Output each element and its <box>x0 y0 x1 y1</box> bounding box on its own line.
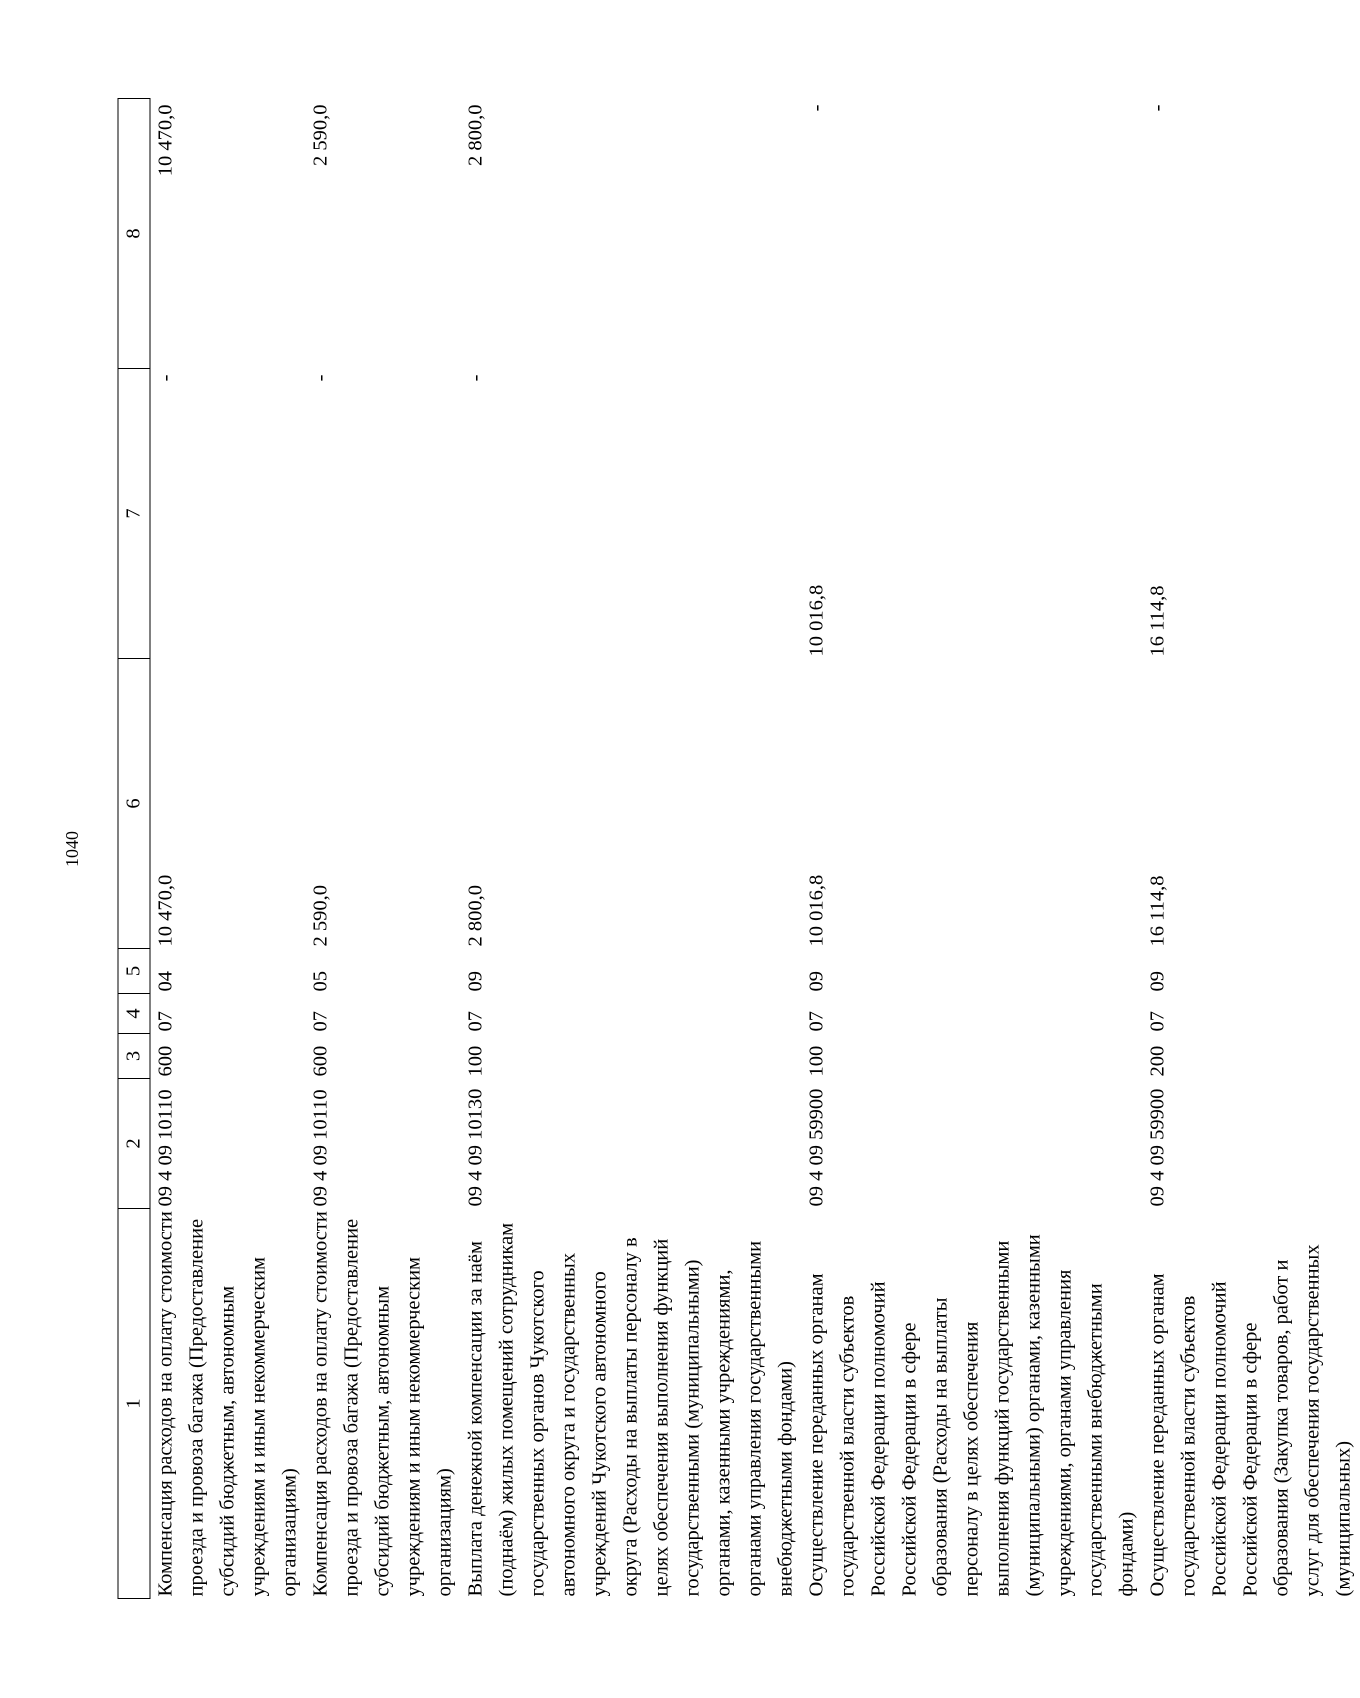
row-col7: - <box>154 374 177 382</box>
row-col8: 10 470,0 <box>154 104 177 177</box>
row-col7: 16 114,8 <box>1146 585 1169 657</box>
row-description: Осуществление переданных органам государственной власти субъектов Российской Федерации полномочий Российской Федерации в сфере образования (Расходы на выплаты персоналу в целях обеспечения выполнения функций государственными (муниципальными) органами, казенными учреждениями, органами управления государственными внебюджетными фондами) <box>805 1234 1138 1597</box>
row-col4: 07 <box>464 1011 487 1032</box>
page-number: 1040 <box>62 831 82 867</box>
row-col5: 05 <box>309 971 332 992</box>
table-row <box>802 99 1143 1599</box>
column-header: 5 <box>118 949 150 994</box>
header-row <box>118 99 150 1599</box>
row-col4: 07 <box>1146 1011 1169 1032</box>
row-code: 09 4 09 59900 <box>1146 1088 1169 1207</box>
row-col6: 10 470,0 <box>154 874 177 947</box>
rotated-page <box>118 99 1355 1599</box>
column-header: 7 <box>118 369 150 659</box>
column-header: 8 <box>118 99 150 369</box>
row-col6: 10 016,8 <box>805 874 828 947</box>
row-code: 09 4 09 59900 <box>805 1088 828 1207</box>
row-col3: 200 <box>1146 1045 1169 1077</box>
row-col6: 16 114,8 <box>1146 875 1169 947</box>
table-row <box>1143 99 1360 1599</box>
column-header: 6 <box>118 659 150 949</box>
row-col8: - <box>805 104 828 112</box>
row-col6: 2 590,0 <box>309 885 332 947</box>
row-col4: 07 <box>805 1011 828 1032</box>
row-col5: 09 <box>805 971 828 992</box>
row-col6: 2 800,0 <box>464 885 487 947</box>
row-col4: 07 <box>154 1011 177 1032</box>
column-header: 1 <box>118 1209 150 1599</box>
column-header: 2 <box>118 1079 150 1209</box>
column-header: 3 <box>118 1034 150 1079</box>
row-description: Компенсация расходов на оплату стоимости проезда и провоза багажа (Предоставление субсидий бюджетным, автономным учреждениям и иным некоммерческим организациям) <box>154 1211 301 1597</box>
row-code: 09 4 09 10110 <box>309 1089 332 1207</box>
row-col8: - <box>1146 104 1169 112</box>
row-col8: 2 590,0 <box>309 104 332 166</box>
row-col3: 100 <box>464 1045 487 1077</box>
row-description: Выплата денежной компенсации за наём (поднаём) жилых помещений сотрудникам государственных органов Чукотского автономного округа и государственных учреждений Чукотского автономного округа (Расходы на выплаты персоналу в целях обеспечения выполнения функций государственными (муниципальными) органами, казенными учреждениями, органами управления государственными внебюджетными фондами) <box>464 1222 797 1597</box>
table-row <box>461 99 802 1599</box>
row-code: 09 4 09 10110 <box>154 1089 177 1207</box>
row-col3: 600 <box>309 1045 332 1077</box>
row-col5: 09 <box>464 971 487 992</box>
table-row <box>306 99 461 1599</box>
row-col7: - <box>309 374 332 382</box>
row-col4: 07 <box>309 1011 332 1032</box>
row-col5: 09 <box>1146 971 1169 992</box>
column-header: 4 <box>118 994 150 1034</box>
row-col3: 100 <box>805 1045 828 1077</box>
row-description: Компенсация расходов на оплату стоимости проезда и провоза багажа (Предоставление субсидий бюджетным, автономным учреждениям и иным некоммерческим организациям) <box>309 1211 456 1597</box>
row-col5: 04 <box>154 971 177 992</box>
row-col8: 2 800,0 <box>464 104 487 166</box>
table-row <box>150 99 306 1599</box>
row-col7: 10 016,8 <box>805 584 828 657</box>
row-col3: 600 <box>154 1045 177 1077</box>
row-col7: - <box>464 374 487 382</box>
budget-table <box>118 98 1360 1599</box>
row-code: 09 4 09 10130 <box>464 1088 487 1207</box>
row-description: Осуществление переданных органам государственной власти субъектов Российской Федерации полномочий Российской Федерации в сфере образования (Закупка товаров, работ и услуг для обеспечения государственных (муниципальных) <box>1146 1244 1355 1597</box>
